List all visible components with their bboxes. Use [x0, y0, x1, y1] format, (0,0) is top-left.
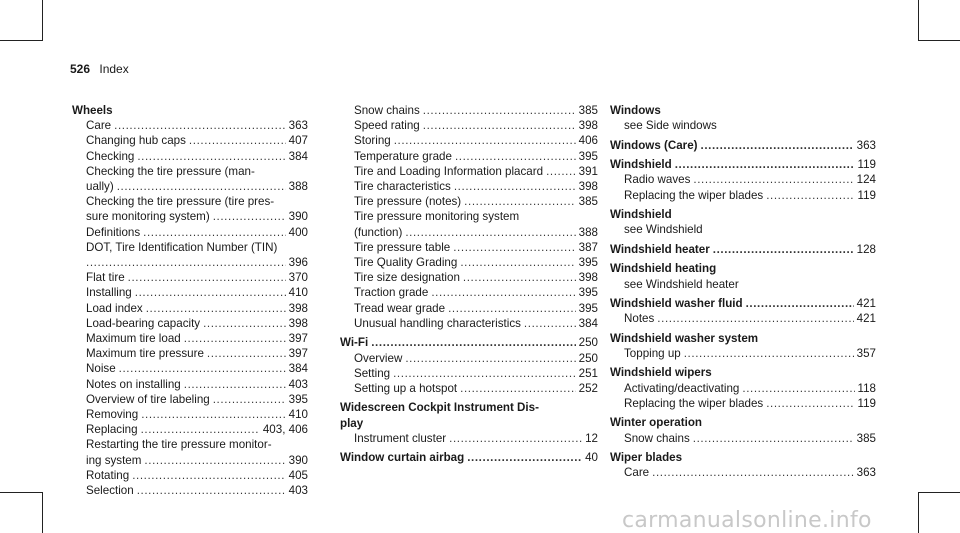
page-reference: 410 — [288, 408, 308, 422]
index-entry — [72, 392, 308, 407]
index-heading: Windshield heating — [610, 262, 717, 276]
dot-leader — [86, 255, 286, 270]
dot-leader — [144, 453, 285, 468]
page-reference: 250 — [578, 351, 598, 365]
index-entry — [72, 179, 308, 194]
entry-label: Windshield — [610, 158, 672, 172]
entry-label: Selection — [86, 484, 134, 498]
entry-label: Replacing — [86, 423, 138, 437]
entry-label: Snow chains — [354, 104, 420, 117]
dot-leader — [132, 468, 285, 483]
page-reference: 384 — [288, 149, 308, 163]
index-subentry-text: DOT, Tire Identification Number (TIN) — [86, 240, 278, 254]
index-entry — [72, 118, 308, 133]
entry-label: ing system — [86, 453, 142, 467]
dot-leader — [746, 296, 854, 311]
index-column-1 — [72, 103, 308, 498]
index-entry — [340, 270, 598, 285]
index-heading: Windows — [610, 104, 661, 117]
entry-label: Changing hub caps — [86, 134, 186, 148]
index-entry — [610, 188, 876, 203]
entry-label: Maximum tire pressure — [86, 347, 204, 361]
entry-label: Snow chains — [624, 431, 690, 445]
index-entry — [340, 316, 598, 331]
entry-label: sure monitoring system) — [86, 210, 210, 224]
dot-leader — [371, 335, 575, 350]
dot-leader — [693, 431, 854, 446]
page-reference: 403 — [288, 484, 308, 498]
dot-leader — [423, 103, 576, 118]
dot-leader — [189, 133, 286, 148]
index-entry — [72, 133, 308, 148]
entry-label: Flat tire — [86, 271, 125, 285]
entry-label: Wi-Fi — [340, 336, 369, 350]
dot-leader — [467, 450, 582, 465]
dot-leader — [652, 465, 854, 480]
index-heading: Windshield wipers — [610, 366, 712, 380]
dot-leader — [454, 179, 576, 194]
entry-label: Replacing the wiper blades — [624, 188, 764, 202]
index-entry — [610, 311, 876, 326]
dot-leader — [460, 255, 575, 270]
index-subentry-text: Checking the tire pressure (man- — [86, 164, 255, 178]
index-entry — [72, 346, 308, 361]
index-subentry-text: see Windshield heater — [624, 277, 739, 291]
page-reference: 387 — [578, 240, 598, 254]
index-heading: Windshield — [610, 208, 672, 222]
page-reference: 388 — [578, 225, 598, 239]
page-reference: 250 — [578, 336, 598, 350]
page-reference: 407 — [288, 134, 308, 148]
page-reference: 397 — [288, 332, 308, 346]
dot-leader — [455, 149, 576, 164]
entry-label: Load-bearing capacity — [86, 316, 201, 330]
dot-leader — [213, 392, 286, 407]
index-entry — [72, 331, 308, 346]
index-entry — [610, 465, 876, 480]
page-reference: 397 — [288, 347, 308, 361]
entry-label: Setting up a hotspot — [354, 381, 458, 395]
index-subentry-text: Restarting the tire pressure monitor- — [86, 438, 272, 452]
page-reference: 128 — [856, 242, 876, 256]
page-reference: 398 — [578, 271, 598, 285]
dot-leader — [405, 225, 575, 240]
dot-leader — [684, 346, 854, 361]
page-reference: 398 — [578, 119, 598, 133]
dot-leader — [135, 285, 286, 300]
index-entry — [72, 149, 308, 164]
page-reference: 395 — [578, 286, 598, 300]
index-entry — [72, 468, 308, 483]
index-subentry-text: Tire pressure monitoring system — [354, 210, 520, 224]
index-entry — [610, 172, 876, 187]
entry-label: ually) — [86, 180, 114, 194]
dot-leader — [463, 270, 576, 285]
entry-label: Tire and Loading Information placard — [354, 164, 544, 178]
page-reference: 391 — [578, 164, 598, 178]
index-entry — [340, 118, 598, 133]
index-entry — [610, 381, 876, 396]
index-heading: Wiper blades — [610, 451, 683, 465]
page-number: 526 — [70, 62, 91, 76]
dot-leader — [693, 172, 853, 187]
page-reference: 403 — [288, 377, 308, 391]
entry-label: Instrument cluster — [354, 431, 447, 445]
page-reference: 398 — [288, 301, 308, 315]
index-heading: Winter operation — [610, 416, 703, 430]
index-entry — [340, 149, 598, 164]
dot-leader — [546, 164, 576, 179]
page-reference: 395 — [578, 149, 598, 163]
page-reference: 251 — [578, 366, 598, 380]
dot-leader — [405, 351, 575, 366]
index-entry — [72, 407, 308, 422]
page-reference: 124 — [856, 173, 876, 187]
index-entry — [72, 270, 308, 285]
dot-leader — [184, 331, 286, 346]
page-reference: 363 — [856, 138, 876, 152]
entry-label: Overview of tire labeling — [86, 392, 210, 406]
index-heading: Widescreen Cockpit Instrument Dis- — [340, 401, 539, 415]
page-reference: 390 — [288, 210, 308, 224]
dot-leader — [213, 209, 286, 224]
index-entry — [72, 225, 308, 240]
index-entry — [340, 240, 598, 255]
entry-label: Definitions — [86, 225, 141, 239]
page-reference: 357 — [856, 346, 876, 360]
page-reference: 370 — [288, 271, 308, 285]
dot-leader — [141, 407, 285, 422]
index-column-3 — [610, 103, 876, 480]
dot-leader — [114, 118, 286, 133]
entry-label: Traction grade — [354, 286, 429, 300]
entry-label: Removing — [86, 408, 139, 422]
entry-label: Overview — [354, 351, 403, 365]
entry-label: Windshield washer fluid — [610, 297, 743, 311]
dot-leader — [184, 377, 286, 392]
index-heading-entry — [610, 157, 876, 172]
entry-label: Tire size designation — [354, 271, 460, 285]
index-heading: play — [340, 416, 364, 430]
index-entry — [72, 377, 308, 392]
page-reference: 363 — [288, 119, 308, 133]
page-reference: 410 — [288, 286, 308, 300]
index-subentry-text: see Windshield — [624, 223, 703, 237]
index-entry — [72, 453, 308, 468]
page-reference: 40 — [585, 451, 598, 465]
index-heading: Windshield washer system — [610, 331, 759, 345]
entry-label: Tire pressure table — [354, 240, 451, 254]
index-heading-entry — [340, 450, 598, 465]
page-reference: 395 — [578, 301, 598, 315]
dot-leader — [675, 157, 855, 172]
entry-label: Notes on installing — [86, 377, 181, 391]
dot-leader — [449, 431, 582, 446]
entry-label: Noise — [86, 362, 116, 376]
dot-leader — [460, 381, 576, 396]
dot-leader — [394, 133, 576, 148]
index-entry — [610, 346, 876, 361]
dot-leader — [143, 225, 286, 240]
index-entry — [72, 209, 308, 224]
dot-leader — [137, 149, 285, 164]
index-entry — [72, 316, 308, 331]
dot-leader — [119, 361, 286, 376]
page-reference: 398 — [578, 180, 598, 194]
dot-leader — [431, 285, 575, 300]
entry-label: Windows (Care) — [610, 138, 698, 152]
page-reference: 395 — [288, 392, 308, 406]
index-entry — [72, 301, 308, 316]
entry-label: Activating/deactivating — [624, 381, 740, 395]
index-heading-entry — [610, 138, 876, 153]
index-entry — [340, 255, 598, 270]
entry-label: Unusual handling characteristics — [354, 316, 521, 330]
page-reference: 119 — [857, 158, 876, 172]
dot-leader — [713, 242, 854, 257]
entry-label: Speed rating — [354, 119, 420, 133]
page-reference: 384 — [288, 362, 308, 376]
entry-label: Temperature grade — [354, 149, 452, 163]
dot-leader — [524, 316, 576, 331]
entry-label: Topping up — [624, 346, 681, 360]
page-reference: 396 — [288, 256, 308, 270]
entry-label: Care — [624, 466, 650, 480]
index-heading-entry — [610, 296, 876, 311]
dot-leader — [448, 301, 576, 316]
index-entry — [340, 351, 598, 366]
index-subentry-text: Checking the tire pressure (tire pres- — [86, 195, 275, 209]
dot-leader — [657, 311, 853, 326]
index-entry — [340, 103, 598, 118]
entry-label: Window curtain airbag — [340, 451, 465, 465]
index-entry — [340, 381, 598, 396]
entry-label: Tire pressure (notes) — [354, 195, 462, 209]
entry-label: Replacing the wiper blades — [624, 396, 764, 410]
index-entry — [340, 179, 598, 194]
page-reference: 390 — [288, 453, 308, 467]
page-header — [70, 62, 129, 76]
index-entry — [340, 194, 598, 209]
entry-label: Radio waves — [624, 173, 691, 187]
page-reference: 421 — [856, 312, 876, 326]
page-reference: 403, 406 — [262, 423, 308, 437]
page-reference: 385 — [578, 104, 598, 117]
index-heading-entry — [610, 242, 876, 257]
index-entry — [72, 285, 308, 300]
index-entry — [340, 285, 598, 300]
index-entry — [72, 422, 308, 437]
dot-leader — [117, 179, 286, 194]
entry-label: Installing — [86, 286, 132, 300]
page-title: Index — [99, 62, 129, 76]
entry-label: (function) — [354, 225, 403, 239]
dot-leader — [141, 422, 260, 437]
dot-leader — [203, 316, 286, 331]
entry-label: Rotating — [86, 468, 130, 482]
page-reference: 384 — [578, 316, 598, 330]
page-reference: 12 — [585, 431, 598, 445]
page-reference: 406 — [578, 134, 598, 148]
dot-leader — [766, 188, 854, 203]
index-entry — [340, 133, 598, 148]
dot-leader — [423, 118, 576, 133]
entry-label: Tread wear grade — [354, 301, 446, 315]
page-reference: 398 — [288, 316, 308, 330]
dot-leader — [766, 396, 854, 411]
dot-leader — [393, 366, 576, 381]
page-reference: 385 — [856, 431, 876, 445]
page-reference: 119 — [857, 188, 876, 202]
entry-label: Windshield heater — [610, 242, 710, 256]
index-entry — [340, 225, 598, 240]
dot-leader — [137, 483, 286, 498]
index-entry — [340, 431, 598, 446]
page-reference: 421 — [856, 297, 876, 311]
watermark: carmanualsonline.info — [622, 508, 872, 533]
entry-label: Setting — [354, 366, 391, 380]
index-entry — [340, 366, 598, 381]
entry-label: Maximum tire load — [86, 332, 181, 346]
dot-leader — [701, 138, 854, 153]
index-entry — [340, 164, 598, 179]
page-reference: 363 — [856, 466, 876, 480]
index-entry — [610, 431, 876, 446]
entry-label: Checking — [86, 149, 135, 163]
entry-label: Storing — [354, 134, 391, 148]
index-column-2 — [340, 103, 598, 466]
dot-leader — [742, 381, 854, 396]
page-reference: 119 — [857, 396, 876, 410]
index-entry — [72, 361, 308, 376]
entry-label: Tire characteristics — [354, 180, 451, 194]
page-reference: 118 — [857, 381, 876, 395]
index-entry — [72, 255, 308, 270]
index-entry — [340, 301, 598, 316]
index-heading-entry — [340, 335, 598, 350]
dot-leader — [128, 270, 286, 285]
page-reference: 400 — [288, 225, 308, 239]
dot-leader — [146, 301, 286, 316]
index-heading: Wheels — [72, 104, 113, 117]
page-reference: 395 — [578, 256, 598, 270]
page-reference: 252 — [578, 381, 598, 395]
dot-leader — [207, 346, 286, 361]
dot-leader — [453, 240, 575, 255]
page-reference: 388 — [288, 180, 308, 194]
entry-label: Care — [86, 119, 112, 133]
entry-label: Load index — [86, 301, 143, 315]
entry-label: Notes — [624, 312, 655, 326]
page-reference: 405 — [288, 468, 308, 482]
page-reference: 385 — [578, 195, 598, 209]
dot-leader — [464, 194, 575, 209]
index-subentry-text: see Side windows — [624, 119, 717, 133]
index-entry — [610, 396, 876, 411]
index-entry — [72, 483, 308, 498]
entry-label: Tire Quality Grading — [354, 256, 458, 270]
